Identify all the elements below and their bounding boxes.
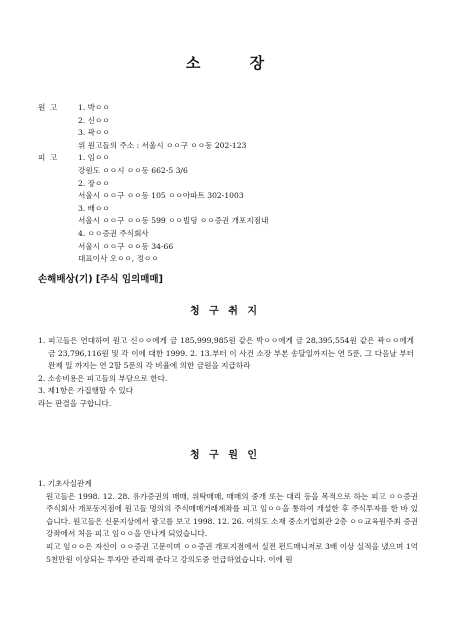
causes-section: [38, 478, 418, 566]
defendant-address: 강원도 ㅇㅇ시 ㅇㅇ동 662-5 3/6: [78, 165, 188, 175]
plaintiff-name: 3. 곽ㅇㅇ: [78, 128, 110, 138]
defendant-row: [38, 152, 438, 165]
defendant-name: 3. 배ㅇㅇ: [78, 203, 110, 213]
plaintiff-name: 1. 박ㅇㅇ: [78, 103, 110, 112]
plaintiff-name: 2. 신ㅇㅇ: [78, 115, 110, 125]
defendant-role-label: 피 고: [38, 153, 59, 163]
representative: 대표이사 오ㅇㅇ, 정ㅇㅇ: [78, 254, 159, 264]
defendant-name: 1. 임ㅇㅇ: [78, 153, 110, 163]
defendant-name: 4. ㅇㅇ증권 주식회사: [78, 228, 149, 238]
causes-subheading: 1. 기초사실관계: [38, 479, 92, 488]
causes-paragraph: 피고 임ㅇㅇ은 자신이 ㅇㅇ증권 고문이며 ㅇㅇ증권 개포지점에서 실전 펀드매니저로 3배 이상 실적을 냈으며 1억 5천만원 이상되는 투자만 관리해 준다고 강의도중 언급하였습니다. 이에 원: [46, 541, 418, 564]
defendant-address: 서울시 ㅇㅇ구 ㅇㅇ동 105 ㅇㅇ아파트 302-1003: [78, 191, 244, 201]
claims-section: [38, 335, 414, 411]
claim-conclusion: 라는 판결을 구합니다.: [38, 398, 112, 408]
causes-paragraph: 원고들은 1998. 12. 28. 유가증권의 매매, 위탁매매, 매매의 중개 또는 대리 등을 목적으로 하는 피고 ㅇㅇ증권 주식회사 개포동지점에 원고들 명의의 주식매매거래계좌를 피고 임ㅇㅇ을 통하여 개설한 후 주식투자를 한 바 있습니다. 원고들은 신문지상에서 광고를 보고 1998. 12. 26. 여의도 소재 중소기업회관 2층 ㅇㅇ교육원주최 증권강좌에서 처음 피고 임ㅇㅇ을 만나게 되었습니다.: [46, 491, 418, 539]
defendant-address: 서울시 ㅇㅇ구 ㅇㅇ동 599 ㅇㅇ빌딩 ㅇㅇ증권 개포지점내: [78, 216, 269, 226]
plaintiff-address: 위 원고들의 주소 : 서울시 ㅇㅇ구 ㅇㅇ동 202-123: [78, 140, 247, 150]
plaintiff-row: [38, 102, 438, 115]
page-title: 소 장: [185, 54, 287, 72]
claim-item: 1. 피고들은 연대하여 원고 신ㅇㅇ에게 금 185,999,985원 같은 박ㅇㅇ에게 금 28,395,554원 같은 곽ㅇㅇ에게 금 23,796,116원 및 각 이에 대한 1999. 2. 13.부터 이 사건 소장 부본 송달일까지는 연 5푼, 그 다음날 부터 완제 일 까지는 연 2할 5푼의 각 비율에 의한 금원을 지급하라: [38, 336, 414, 371]
case-name: 손해배상(기) [주식 임의매매]: [38, 274, 163, 285]
plaintiff-role-label: 원 고: [38, 103, 59, 112]
claim-item: 2. 소송비용은 피고들의 부담으로 한다.: [38, 373, 168, 383]
defendant-name: 2. 장ㅇㅇ: [78, 178, 110, 188]
causes-heading: 청 구 원 인: [189, 450, 261, 461]
claims-heading: 청 구 취 지: [189, 306, 261, 317]
defendant-address: 서울시 ㅇㅇ구 ㅇㅇ동 34-66: [78, 241, 174, 251]
parties-section: [38, 102, 438, 266]
claim-item: 3. 제1항은 가집행할 수 있다: [38, 386, 134, 396]
